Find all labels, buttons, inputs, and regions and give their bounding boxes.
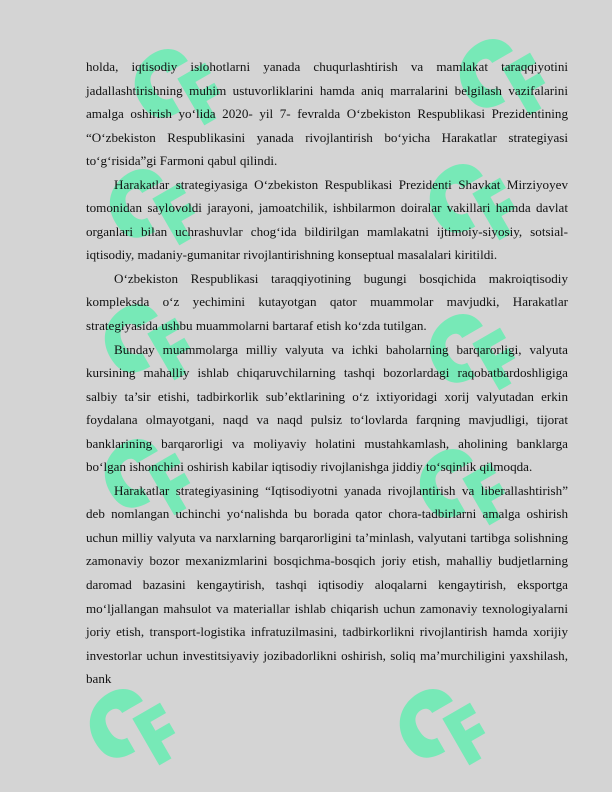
paragraph-4: Bunday muammolarga milliy valyuta va ichki baholarning barqarorligi, valyuta kursining mahalliy ishlab chiqaruvchilarning tashqi bozorlardagi raqobatbardoshligiga salbiy ta’sir etishi, tadbirkorlik sub’ektlarining o‘z ixtiyoridagi xorij valyutadan erkin foydalana olmayotgani, naqd va naqd pulsiz to‘lovlarda farqning mavjudligi, tijorat banklarining barqarorligi va moliyaviy holatini mustahkamlash, aholining banklarga bo‘lgan ishonchini oshirish kabilar iqtisodiy rivojlanishga jiddiy to‘sqinlik qilmoqda.: [86, 341, 568, 475]
paragraph-3: O‘zbekiston Respublikasi taraqqiyotining bugungi bosqichida makroiqtisodiy kompleksda o‘z yechimini kutayotgan qator muammolar mavjudki, Harakatlar strategiyasida ushbu muammolarni bartaraf etish ko‘zda tutilgan.: [86, 270, 568, 334]
paragraph-1: holda, iqtisodiy islohotlarni yanada chuqurlashtirish va mamlakat taraqqiyotini jadallashtirishning muhim ustuvorliklarini hamda aniq marralarini belgilash vazifalarini amalga oshirish yo‘lida 2020- yil 7- fevralda O‘zbekiston Respublikasi Prezidentining “O‘zbekiston Respublikasini yanada rivojlantirish bo‘yicha Harakatlar strategiyasi to‘g‘risida”gi Farmoni qabul qilindi.: [86, 59, 568, 169]
paragraph-2: Harakatlar strategiyasiga O‘zbekiston Respublikasi Prezidenti Shavkat Mirziyoyev tomonidan saylovoldi jarayoni, jamoatchilik, ishbilarmon doiralar vakillari hamda davlat organlari bilan uchrashuvlar chog‘ida bildirilgan mamlakatni ijtimoiy-siyosiy, sotsial-iqtisodiy, madaniy-gumanitar rivojlantirishning konseptual masalalari kiritildi.: [86, 176, 568, 263]
paragraph-5: Harakatlar strategiyasining “Iqtisodiyotni yanada rivojlantirish va liberallashtirish” deb nomlangan uchinchi yo‘nalishda bu borada qator chora-tadbirlarni amalga oshirish uchun milliy valyuta va narxlarning barqarorligini ta’minlash, valyutani tartibga solishning zamonaviy bozor mexanizmlarini bosqichma-bosqich joriy etish, mahalliy budjetlarning daromad bazasini kengaytirish, tashqi iqtisodiy aloqalarni kengaytirish, eksportga mo‘ljallangan mahsulot va materiallar ishlab chiqarish uchun zamonaviy texnologiyalarni joriy etish, transport-logistika infratuzilmasini, tadbirkorlikni rivojlantirish hamda xorijiy investorlar uchun investitsiyaviy jozibadorlikni oshirish, soliq ma’murchiligini yaxshilash, bank: [86, 482, 568, 687]
document-body: [86, 55, 568, 691]
